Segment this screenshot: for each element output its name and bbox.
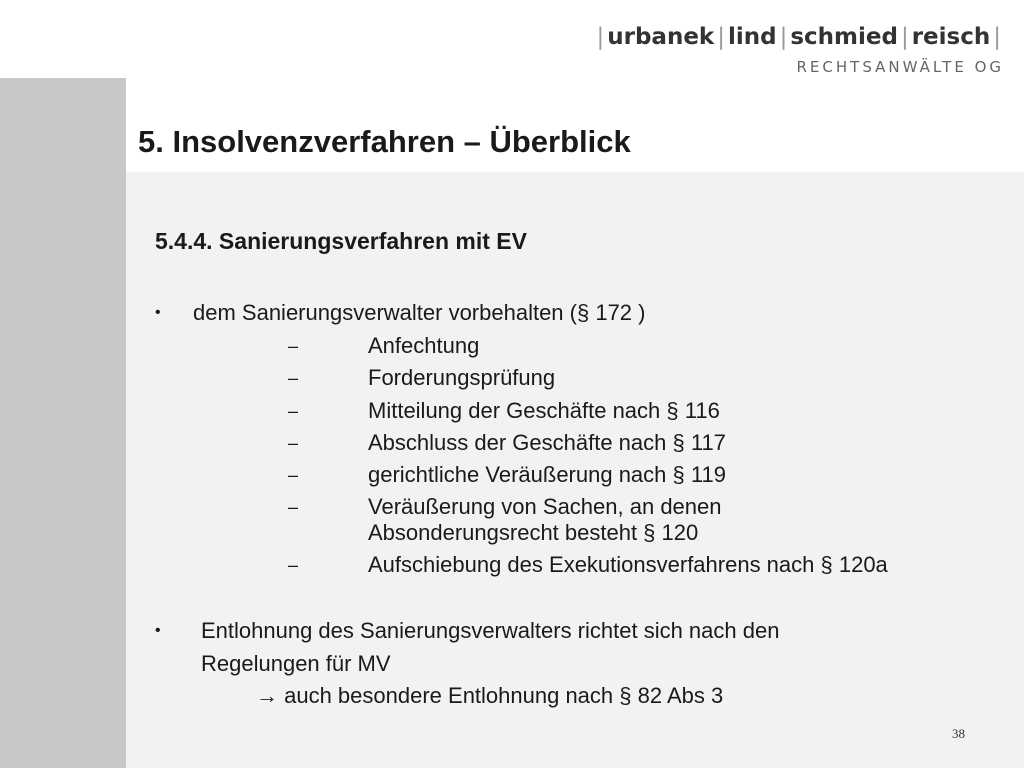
- sub-item-1: Anfechtung: [368, 333, 480, 358]
- sub-item-2: Forderungsprüfung: [368, 365, 556, 390]
- sub-item-3: Mitteilung der Geschäfte nach § 116: [368, 398, 720, 423]
- dash-marker: –: [288, 336, 299, 356]
- dash-marker: –: [288, 433, 299, 453]
- logo-name-1: urbanek: [607, 24, 715, 50]
- page-number: 38: [952, 726, 965, 741]
- logo-name-4: reisch: [911, 24, 991, 50]
- logo-name-3: schmied: [790, 24, 898, 50]
- left-decor-bar: [0, 78, 126, 768]
- sub-item-6: Veräußerung von Sachen, an denen: [368, 494, 722, 519]
- bullet-2-line-2: Regelungen für MV: [201, 651, 391, 676]
- sub-item-7: Aufschiebung des Exekutionsverfahrens nach § 120a: [368, 552, 888, 577]
- dash-marker: –: [288, 555, 299, 575]
- dash-marker: –: [288, 497, 299, 517]
- sub-item-4: Abschluss der Geschäfte nach § 117: [368, 430, 726, 455]
- bullet-marker-2: •: [155, 622, 161, 639]
- dash-marker: –: [288, 401, 299, 421]
- logo-tagline: RECHTSANWÄLTE OG: [796, 58, 1004, 76]
- bullet-2-line-1: Entlohnung des Sanierungsverwalters richtet sich nach den: [201, 618, 780, 643]
- firm-logo: [594, 24, 1005, 76]
- logo-name-2: lind: [727, 24, 777, 50]
- sub-item-5: gerichtliche Veräußerung nach § 119: [368, 462, 726, 487]
- sub-item-6-continuation: Absonderungsrecht besteht § 120: [368, 520, 699, 545]
- dash-marker: –: [288, 368, 299, 388]
- section-heading: 5.4.4. Sanierungsverfahren mit EV: [155, 228, 527, 254]
- dash-marker: –: [288, 465, 299, 485]
- bullet-2-arrow-line: → auch besondere Entlohnung nach § 82 Abs 3: [256, 683, 724, 708]
- bullet-marker-1: •: [155, 304, 161, 321]
- bullet-1-text: dem Sanierungsverwalter vorbehalten (§ 172 ): [193, 300, 646, 325]
- logo-names: | urbanek | lind | schmied | reisch |: [596, 24, 1001, 50]
- slide-title: 5. Insolvenzverfahren – Überblick: [138, 124, 631, 159]
